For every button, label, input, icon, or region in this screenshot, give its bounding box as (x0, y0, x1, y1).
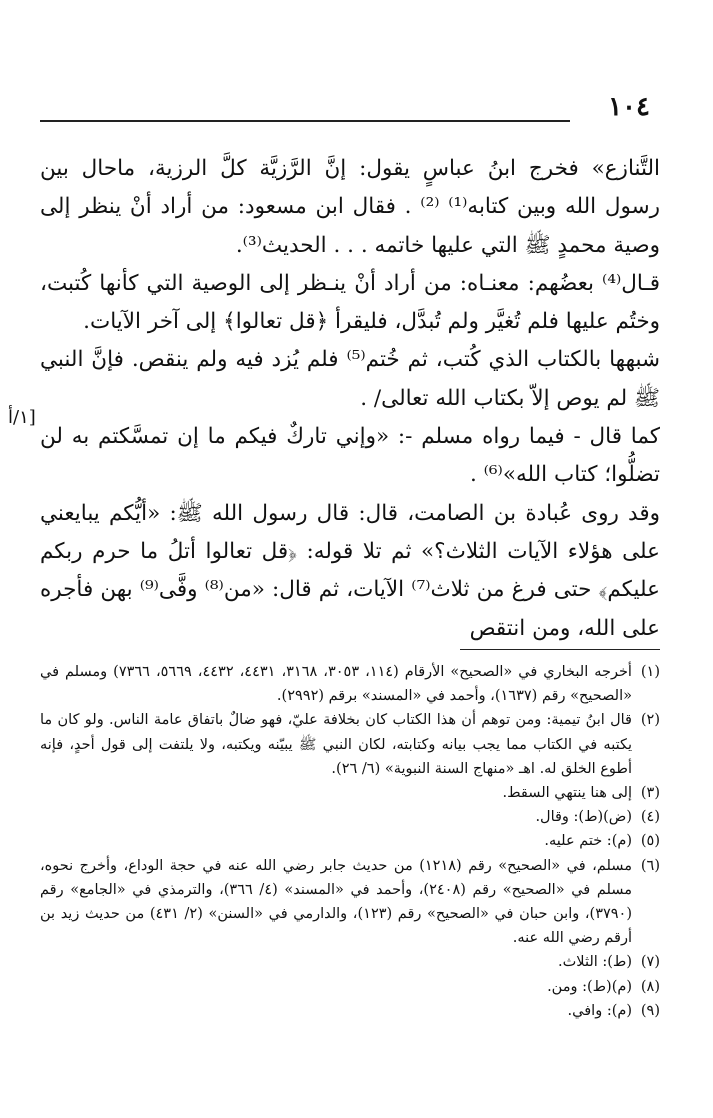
paragraph: قـال⁽⁴⁾ بعضُهم: معنـاه: من أراد أنْ ينـظر إلى الوصية التي كأنها كُتبت، وختُم عليها فلم تُغيَّر ولم تُبدَّل، فليقرأ ﴿قل تعالوا﴾ إلى آخر الآيات. (40, 270, 660, 335)
footnote (40, 854, 660, 951)
footnote-number: (٨) (640, 978, 660, 995)
footnote-number: (٢) (640, 712, 660, 729)
footnote (40, 950, 660, 974)
footnote-number: (٣) (640, 785, 660, 802)
footnote-text: (ض)(ط): وقال. (535, 809, 632, 826)
footnote-number: (٧) (640, 954, 660, 971)
footnote-number: (٩) (640, 1002, 660, 1019)
footnote-text: (م)(ط): ومن. (547, 978, 632, 995)
paragraph: كما قال - فيما رواه مسلم -: «وإني تاركٌ فيكم ما إن تمسَّكتم به لن تضلُّوا؛ كتاب الله»⁽⁶⁾ . (40, 424, 660, 488)
footnote (40, 781, 660, 805)
footnote-text: قال ابنُ تيمية: ومن توهم أن هذا الكتاب كان بخلافة عليّ، فهو ضالٌ باتفاق عامة الناس. ولو كان ما يكتبه في الكتاب مما يجب بيانه وكتابته، لكان النبي ﷺ يبيّنه ويكتبه، ولا يلتفت إلى قول أحدٍ، فإنه أطوع الخلق له. اهـ «منهاج السنة النبوية» (٦/ ٢٦). (40, 712, 632, 777)
page-header (40, 92, 650, 132)
page-number: ١٠٤ (608, 92, 650, 122)
paragraph: التَّنازع» فخرج ابنُ عباسٍ يقول: إنَّ الرَّزيَّة كلَّ الرزية، ماحال بين رسول الله وبين كتابه⁽¹⁾ ⁽²⁾ . فقال ابن مسعود: من أراد أنْ ينظر إلى وصية محمدٍ ﷺ التي عليها خاتمه . . . الحديث⁽³⁾. (40, 156, 660, 258)
footnote-number: (١) (640, 664, 660, 680)
main-text (40, 150, 660, 648)
footnote-number: (٦) (640, 857, 660, 874)
footnote-separator (460, 649, 660, 650)
header-rule (40, 120, 570, 122)
footnote-text: إلى هنا ينتهي السقط. (502, 785, 632, 802)
footnote (40, 660, 660, 708)
manuscript-folio-marker: ١/أ] (8, 407, 36, 428)
footnote-text: أخرجه البخاري في «الصحيح» الأرقام (١١٤، ٣٠٥٣، ٣١٦٨، ٤٤٣١، ٤٤٣٢، ٥٦٦٩، ٧٣٦٦) ومسلم في «الصحيح» رقم (١٦٣٧)، وأحمد في «المسند» برقم (٢٩٩٢). (40, 664, 632, 705)
paragraph: شبهها بالكتاب الذي كُتب، ثم خُتم⁽⁵⁾ فلم يُزد فيه ولم ينقص. فإنَّ النبي ﷺ لم يوص إلاّ بكتاب الله تعالى/ . (40, 347, 660, 411)
footnote-text: (ط): الثلاث. (558, 954, 632, 971)
footnote-text: مسلم، في «الصحيح» رقم (١٢١٨) من حديث جابر رضي الله عنه في حجة الوداع، وأخرج نحوه، مسلم في «الصحيح» رقم (٢٤٠٨)، وأحمد في «المسند» (٤/ ٣٦٦)، والترمذي في «الجامع» رقم (٣٧٩٠)، وابن حبان في «الصحيح» رقم (١٢٣)، والدارمي في «السنن» (٢/ ٤٣١) من حديث زيد بن أرقم رضي الله عنه. (40, 857, 633, 947)
footnote-number: (٥) (640, 833, 660, 850)
footnote (40, 999, 660, 1023)
footnote-number: (٤) (640, 809, 660, 826)
footnotes (40, 660, 660, 1023)
footnote (40, 975, 660, 999)
paragraph: وقد روى عُبادة بن الصامت، قال: قال رسول الله ﷺ: «أيُّكم يبايعني على هؤلاء الآيات الثلاث؟» ثم تلا قوله: ﴿قل تعالوا أتلُ ما حرم ربكم عليكم﴾ حتى فرغ من ثلاث⁽⁷⁾ الآيات، ثم قال: «من⁽⁸⁾ وفَّى⁽⁹⁾ بهن فأجره على الله، ومن انتقص (40, 500, 660, 641)
footnote (40, 805, 660, 829)
footnote-text: (م): وافي. (567, 1002, 632, 1019)
footnote (40, 708, 660, 781)
footnote (40, 829, 660, 853)
footnote-text: (م): ختم عليه. (544, 833, 632, 850)
